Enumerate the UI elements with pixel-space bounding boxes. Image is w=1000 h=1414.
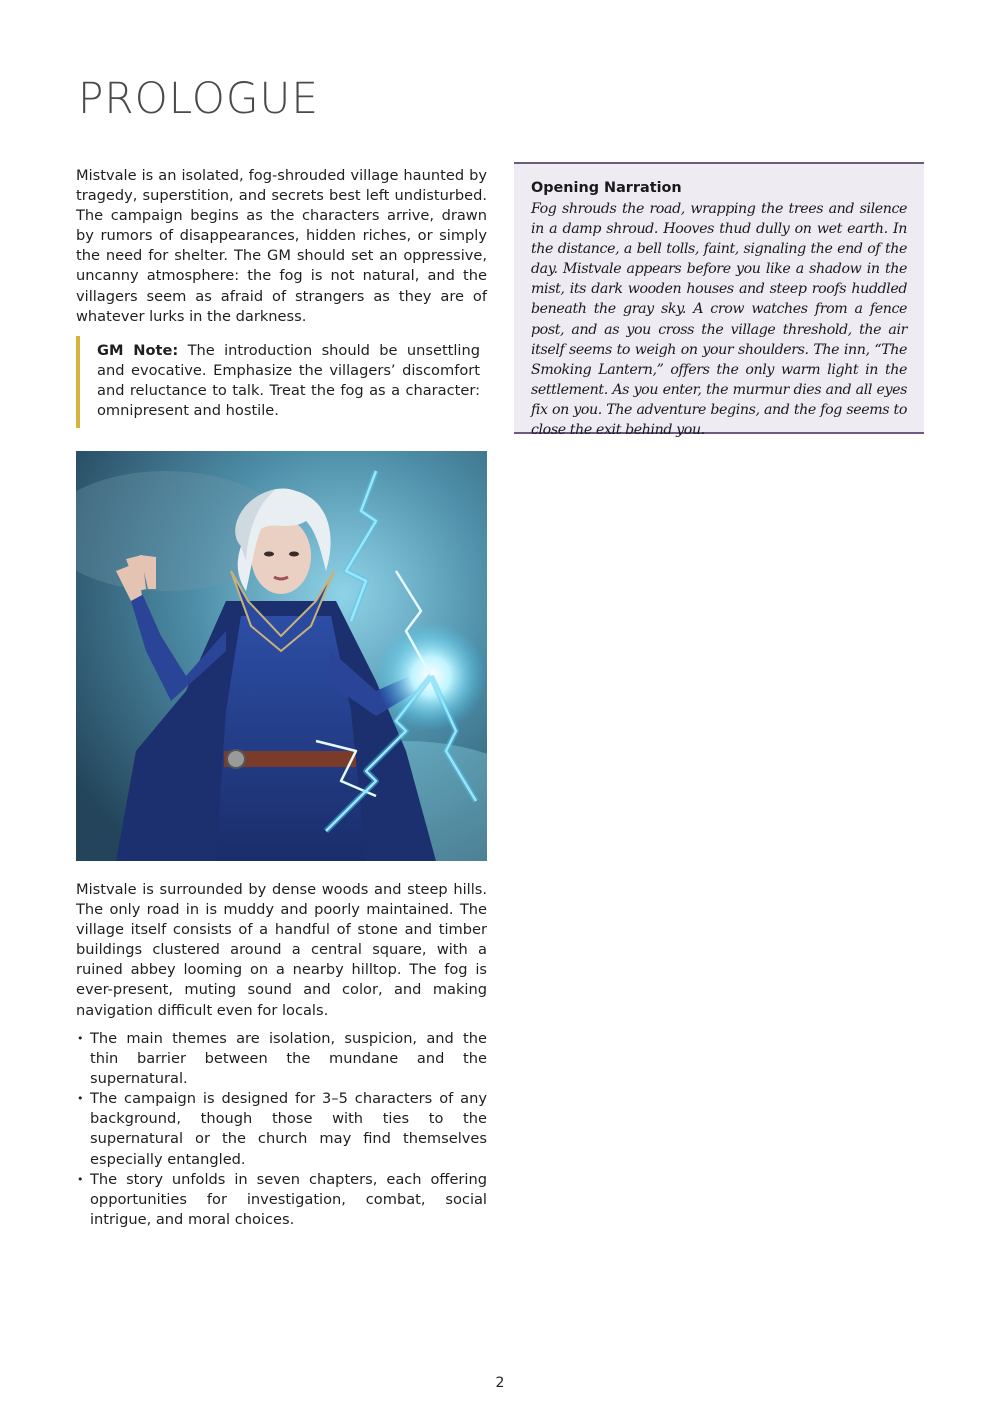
themes-list <box>76 1029 487 1230</box>
list-item: • The main themes are isolation, suspicion, and the thin barrier between the mundane and the supernatural. <box>76 1029 487 1089</box>
gm-note-text: The introduction should be unsettling and evocative. Emphasize the villagers’ discomfort and reluctance to talk. Treat the fog as a character: omnipresent and hostile. <box>97 342 481 420</box>
page-title: PROLOGUE <box>78 74 319 124</box>
gm-note-callout <box>76 336 480 428</box>
gm-note-body <box>97 341 480 421</box>
gm-note-label: GM Note: <box>97 342 179 359</box>
opening-narration-box <box>514 162 924 439</box>
terrain-paragraph: Mistvale is surrounded by dense woods and steep hills. The only road in is muddy and poorly maintained. The village itself consists of a handful of stone and timber buildings clustered around a central square, with a ruined abbey looming on a nearby hilltop. The fog is ever-present, muting sound and color, and making navigation difficult even for locals. <box>76 881 487 1019</box>
intro-paragraph: Mistvale is an isolated, fog-shrouded village haunted by tragedy, superstition, and secrets best left undisturbed. The campaign begins as the characters arrive, drawn by rumors of disappearances, hidden riches, or simply the need for shelter. The GM should set an oppressive, uncanny atmosphere: the fog is not natural, and the villagers seem as afraid of strangers as they are of whatever lurks in the darkness. <box>76 167 487 325</box>
narration-heading: Opening Narration <box>531 180 682 196</box>
sorceress-illustration <box>76 451 487 861</box>
narration-text: Fog shrouds the road, wrapping the trees and silence in a damp shroud. Hooves thud dully on wet earth. In the distance, a bell tolls, faint, signaling the end of the day. Mistvale appears before you like a shadow in the mist, its dark wooden houses and steep roofs huddled beneath the gray sky. A crow watches from a fence post, and as you cross the village threshold, the air itself seems to weigh on your shoulders. The inn, “The Smoking Lantern,” offers the only warm light in the settlement. As you enter, the murmur dies and all eyes fix on you. The adventure begins, and the fog seems to close the exit behind you. <box>531 201 907 439</box>
page-number: 2 <box>495 1375 505 1391</box>
list-item: • The story unfolds in seven chapters, each offering opportunities for investigation, combat, social intrigue, and moral choices. <box>76 1170 487 1230</box>
list-item: • The campaign is designed for 3–5 characters of any background, though those with ties to the supernatural or the church may find themselves especially entangled. <box>76 1089 487 1169</box>
